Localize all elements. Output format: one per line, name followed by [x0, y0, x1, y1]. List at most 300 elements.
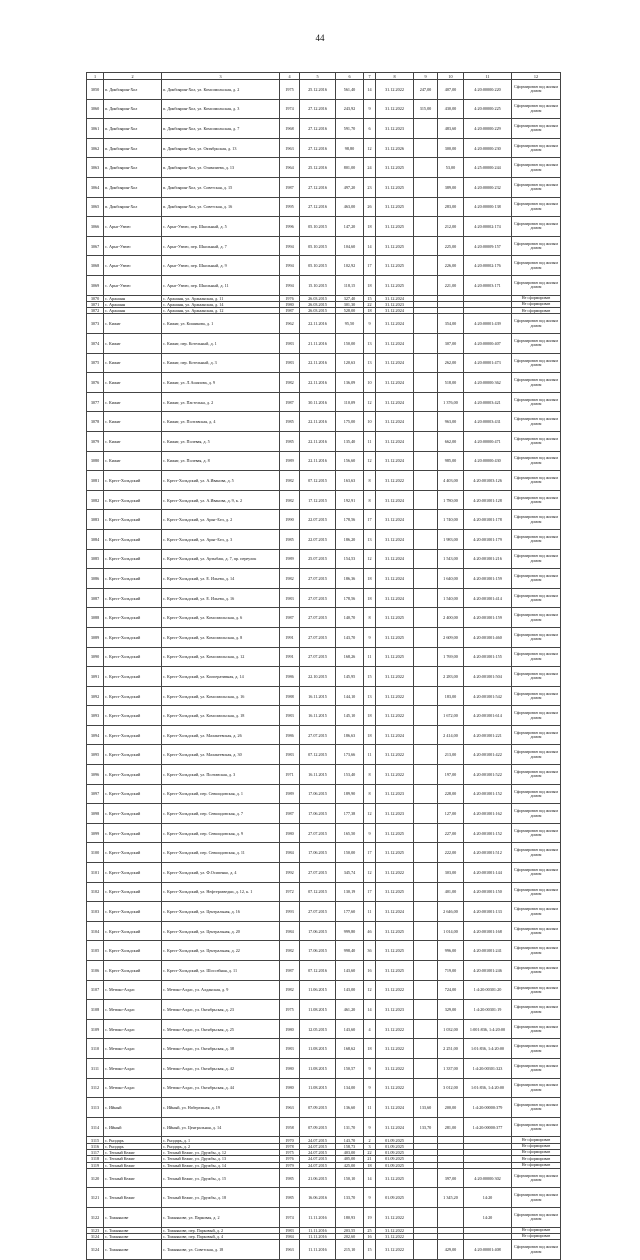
record-number-cell: 3123 — [87, 1227, 104, 1233]
year-built-cell: 1991 — [280, 627, 300, 647]
land-area-cell: 719,00 — [438, 961, 464, 981]
residents-cell: 10 — [364, 412, 376, 432]
land-status-cell: Не сформирован — [512, 1149, 561, 1155]
land-area-cell: 2 414,00 — [438, 725, 464, 745]
address-cell: с. Крест-Хольдский, ул. Комсомольская, д. 8 — [162, 627, 280, 647]
address-cell: с. Тепный Кежиг, ул. Дружбы, д. 18 — [162, 1188, 280, 1208]
record-number-cell: 3117 — [87, 1149, 104, 1155]
land-status-cell: Сформирован под жилым домом — [512, 138, 561, 158]
land-status-cell: Сформирован под жилым домом — [512, 1168, 561, 1188]
table-row — [87, 627, 561, 647]
table-row — [87, 804, 561, 824]
year-built-cell: 1984 — [280, 843, 300, 863]
date-cell: 22.07.2015 — [300, 529, 336, 549]
date-cell: 26.03.2015 — [300, 295, 336, 301]
land-status-cell: Сформирован под жилым домом — [512, 177, 561, 197]
record-number-cell: 3078 — [87, 412, 104, 432]
land-area-cell: 226,00 — [438, 256, 464, 276]
settlement-cell: с. Крест-Хольдский — [104, 490, 162, 510]
settlement-cell: с. Тепный Кежиг — [104, 1168, 162, 1188]
year-built-cell: 1968 — [280, 119, 300, 139]
residents-cell: 22 — [364, 1149, 376, 1155]
area-cell: 497,20 — [336, 177, 364, 197]
address-cell: с. Крест-Хольдский, ул. Арыг-Бел, д. 3 — [162, 529, 280, 549]
column-number: 12 — [512, 73, 561, 80]
land-status-cell: Сформирован под жилым домом — [512, 549, 561, 569]
land-status-cell: Сформирован под жилым домом — [512, 80, 561, 100]
land-status-cell: Сформирован под жилым домом — [512, 745, 561, 765]
settlement-cell: п. Дикбоярин-Хол — [104, 80, 162, 100]
cadastral-number-cell: 1:4:20:00301:323 — [464, 1058, 512, 1078]
record-number-cell: 3073 — [87, 314, 104, 334]
residents-cell: 13 — [364, 686, 376, 706]
date-cell: 11.08.2015 — [300, 1058, 336, 1078]
land-area-cell: 2 400,00 — [438, 608, 464, 628]
land-area-cell: 225,00 — [438, 236, 464, 256]
residents-cell: 17 — [364, 256, 376, 276]
deadline-cell: 31.12.2024 — [376, 412, 414, 432]
land-area-cell: 985,00 — [438, 451, 464, 471]
area-cell: 110,09 — [336, 392, 364, 412]
area-cell: 180,93 — [336, 1208, 364, 1228]
residents-cell: 8 — [364, 490, 376, 510]
record-number-cell: 3100 — [87, 843, 104, 863]
residents-cell: 12 — [364, 392, 376, 412]
deadline-cell: 31.12.2022 — [376, 863, 414, 883]
residents-cell: 12 — [364, 451, 376, 471]
date-cell: 27.12.2016 — [300, 177, 336, 197]
record-number-cell: 3062 — [87, 138, 104, 158]
area-cell: 192,91 — [336, 490, 364, 510]
residents-cell: 14 — [364, 1000, 376, 1020]
residents-cell: 15 — [364, 295, 376, 301]
date-cell: 21.11.2016 — [300, 334, 336, 354]
cadastral-number-cell: 4:20:001001:460 — [464, 627, 512, 647]
record-number-cell: 3095 — [87, 745, 104, 765]
residents-cell: 18 — [364, 725, 376, 745]
settlement-cell: с. Метико-Алдас — [104, 1058, 162, 1078]
residents-cell: 11 — [364, 1098, 376, 1118]
deadline-cell: 31.12.2022 — [376, 980, 414, 1000]
settlement-cell: с. Тожнянове — [104, 1233, 162, 1239]
extra-area-cell — [414, 431, 438, 451]
table-row — [87, 451, 561, 471]
address-cell: с. Крест-Хольдский, пер. Севшидовская, д. 11 — [162, 843, 280, 863]
table-row — [87, 510, 561, 530]
cadastral-number-cell: 4:20:00003:431 — [464, 412, 512, 432]
date-cell: 27.07.2015 — [300, 725, 336, 745]
record-number-cell: 3090 — [87, 647, 104, 667]
extra-area-cell: 133,70 — [414, 1117, 438, 1137]
date-cell: 15.10.2015 — [300, 275, 336, 295]
settlement-cell: с. Арыг-Узюю — [104, 236, 162, 256]
year-built-cell: 1987 — [280, 961, 300, 981]
year-built-cell: 1982 — [280, 471, 300, 491]
address-cell: с. Крест-Хольдский, ул. Центральная, д. 20 — [162, 921, 280, 941]
cadastral-number-cell: 14:20 — [464, 1208, 512, 1228]
year-built-cell: 1989 — [280, 451, 300, 471]
land-status-cell: Сформирован под жилым домом — [512, 334, 561, 354]
record-number-cell: 3102 — [87, 882, 104, 902]
year-built-cell: 1994 — [280, 256, 300, 276]
settlement-cell: с. Кижиг — [104, 451, 162, 471]
area-cell: 561,40 — [336, 80, 364, 100]
extra-area-cell: 133,60 — [414, 1098, 438, 1118]
record-number-cell: 3118 — [87, 1156, 104, 1162]
land-status-cell: Сформирован под жилым домом — [512, 1117, 561, 1137]
land-status-cell: Сформирован под жилым домом — [512, 1208, 561, 1228]
land-status-cell: Сформирован под жилым домом — [512, 197, 561, 217]
deadline-cell: 31.12.2022 — [376, 1058, 414, 1078]
area-cell: 150,57 — [336, 1058, 364, 1078]
address-cell: с. Крест-Хольдский, ул. Е. Ильева, д. 14 — [162, 569, 280, 589]
extra-area-cell — [414, 1000, 438, 1020]
settlement-cell: с. Метико-Алдас — [104, 1078, 162, 1098]
area-cell: 405,00 — [336, 1156, 364, 1162]
column-number: 1 — [87, 73, 104, 80]
area-cell: 186,20 — [336, 529, 364, 549]
land-status-cell: Сформирован под жилым домом — [512, 529, 561, 549]
land-status-cell: Сформирован под жилым домом — [512, 490, 561, 510]
record-number-cell: 3067 — [87, 236, 104, 256]
table-row — [87, 177, 561, 197]
deadline-cell: 31.12.2023 — [376, 301, 414, 307]
cadastral-number-cell: 1:01:836, 1:4:20:00 — [464, 1039, 512, 1059]
extra-area-cell — [414, 647, 438, 667]
record-number-cell: 3065 — [87, 197, 104, 217]
extra-area-cell — [414, 784, 438, 804]
settlement-cell: с. Крест-Хольдский — [104, 941, 162, 961]
address-cell: с. Тожнянове, ул. Советская, д. 18 — [162, 1240, 280, 1260]
address-cell: с. Крест-Хольдский, ул. Комсомольская, д. 16 — [162, 686, 280, 706]
record-number-cell: 3110 — [87, 1039, 104, 1059]
land-status-cell: Сформирован под жилым домом — [512, 588, 561, 608]
area-cell: 998,40 — [336, 941, 364, 961]
column-number: 2 — [104, 73, 162, 80]
year-built-cell: 1994 — [280, 236, 300, 256]
deadline-cell: 31.12.2024 — [376, 1117, 414, 1137]
year-built-cell: 1985 — [280, 1188, 300, 1208]
extra-area-cell — [414, 471, 438, 491]
settlement-cell: с. Крест-Хольдский — [104, 627, 162, 647]
table-row — [87, 158, 561, 178]
address-cell: с. Кижиг, ул. Полтавская, д. 4 — [162, 412, 280, 432]
land-status-cell: Сформирован под жилым домом — [512, 863, 561, 883]
deadline-cell: 31.12.2024 — [376, 334, 414, 354]
extra-area-cell — [414, 217, 438, 237]
land-status-cell: Сформирован под жилым домом — [512, 569, 561, 589]
address-cell: с. Метико-Алдас, ул. Алданская, д. 9 — [162, 980, 280, 1000]
column-number: 5 — [300, 73, 336, 80]
address-cell: с. Метико-Алдас, ул. Октябрьская, д. 25 — [162, 1019, 280, 1039]
extra-area-cell — [414, 980, 438, 1000]
area-cell: 165,50 — [336, 823, 364, 843]
record-number-cell: 3093 — [87, 706, 104, 726]
record-number-cell: 3076 — [87, 373, 104, 393]
land-status-cell: Сформирован под жилым домом — [512, 217, 561, 237]
year-built-cell: 1970 — [280, 1137, 300, 1143]
settlement-cell: с. Кижиг — [104, 373, 162, 393]
settlement-cell: с. Метико-Алдас — [104, 1039, 162, 1059]
year-built-cell: 1989 — [280, 549, 300, 569]
year-built-cell: 1984 — [280, 1233, 300, 1239]
column-number: 7 — [364, 73, 376, 80]
year-built-cell: 1958 — [280, 1117, 300, 1137]
settlement-cell: с. Аржаанн — [104, 295, 162, 301]
cadastral-number-cell: 4:20:001001:133 — [464, 902, 512, 922]
land-status-cell: Сформирован под жилым домом — [512, 373, 561, 393]
settlement-cell: с. Ийный — [104, 1117, 162, 1137]
cadastral-number-cell: 4:20:00000:407 — [464, 334, 512, 354]
address-cell: с. Рыздарь, д. 1 — [162, 1137, 280, 1143]
land-status-cell: Сформирован под жилым домом — [512, 510, 561, 530]
table-row — [87, 1117, 561, 1137]
record-number-cell: 3050 — [87, 80, 104, 100]
area-cell: 163,63 — [336, 471, 364, 491]
residents-cell: 9 — [364, 1188, 376, 1208]
table-row — [87, 1078, 561, 1098]
record-number-cell: 3091 — [87, 667, 104, 687]
extra-area-cell — [414, 451, 438, 471]
area-cell: 133,70 — [336, 1188, 364, 1208]
extra-area-cell — [414, 1019, 438, 1039]
record-number-cell: 3088 — [87, 608, 104, 628]
land-area-cell: 429,00 — [438, 1240, 464, 1260]
date-cell: 17.12.2015 — [300, 490, 336, 510]
residents-cell: 18 — [364, 275, 376, 295]
area-cell: 130,19 — [336, 882, 364, 902]
extra-area-cell — [414, 236, 438, 256]
deadline-cell: 31.12.2026 — [376, 138, 414, 158]
record-number-cell: 3080 — [87, 451, 104, 471]
table-row — [87, 373, 561, 393]
settlement-cell: с. Крест-Хольдский — [104, 843, 162, 863]
deadline-cell: 31.12.2022 — [376, 1039, 414, 1059]
address-cell: с. Крест-Хольдский, пер. Севшидовская, д. 9 — [162, 823, 280, 843]
record-number-cell: 3121 — [87, 1188, 104, 1208]
deadline-cell: 31.12.2024 — [376, 431, 414, 451]
date-cell: 16.06.2016 — [300, 1188, 336, 1208]
extra-area-cell — [414, 804, 438, 824]
date-cell: 11.11.2016 — [300, 1240, 336, 1260]
cadastral-number-cell: 4:20:00001:473 — [464, 353, 512, 373]
land-area-cell: 53,00 — [438, 158, 464, 178]
residents-cell: 8 — [364, 471, 376, 491]
settlement-cell: с. Ийный — [104, 1098, 162, 1118]
residents-cell: 12 — [364, 863, 376, 883]
residents-cell: 24 — [364, 158, 376, 178]
settlement-cell: с. Крест-Хольдский — [104, 549, 162, 569]
date-cell: 22.10.2015 — [300, 667, 336, 687]
year-built-cell: 1980 — [280, 823, 300, 843]
date-cell: 27.07.2015 — [300, 608, 336, 628]
date-cell: 27.12.2016 — [300, 138, 336, 158]
extra-area-cell — [414, 569, 438, 589]
extra-area-cell — [414, 667, 438, 687]
area-cell: 301,30 — [336, 301, 364, 307]
date-cell: 27.07.2015 — [300, 647, 336, 667]
address-cell: с. Кижиг, ул. Полевая, д. 5 — [162, 431, 280, 451]
date-cell: 27.07.2015 — [300, 569, 336, 589]
land-area-cell: 200,00 — [438, 1098, 464, 1118]
table-row — [87, 471, 561, 491]
residents-cell: 13 — [364, 353, 376, 373]
settlement-cell: с. Кижиг — [104, 353, 162, 373]
deadline-cell: 01.09.2025 — [376, 1156, 414, 1162]
settlement-cell: с. Крест-Хольдский — [104, 510, 162, 530]
cadastral-number-cell: 4:20:001001:542 — [464, 686, 512, 706]
extra-area-cell — [414, 745, 438, 765]
settlement-cell: с. Рыздарь — [104, 1143, 162, 1149]
residents-cell: 11 — [364, 902, 376, 922]
record-number-cell: 3069 — [87, 275, 104, 295]
record-number-cell: 3104 — [87, 921, 104, 941]
land-area-cell: 329,00 — [438, 1000, 464, 1020]
extra-area-cell — [414, 510, 438, 530]
deadline-cell: 31.12.2024 — [376, 902, 414, 922]
land-area-cell: 307,00 — [438, 334, 464, 354]
date-cell: 22.11.2016 — [300, 412, 336, 432]
cadastral-number-cell: 14:20 — [464, 1188, 512, 1208]
residents-cell: 18 — [364, 308, 376, 314]
record-number-cell: 3082 — [87, 490, 104, 510]
land-area-cell: 2 646,00 — [438, 902, 464, 922]
settlement-cell: с. Арыг-Узюю — [104, 256, 162, 276]
area-cell: 136,09 — [336, 373, 364, 393]
address-cell: с. Крест-Хольдский, ул. А.Иванова, д. 9, к. 2 — [162, 490, 280, 510]
extra-area-cell — [414, 1039, 438, 1059]
cadastral-number-cell: 4:20:001001:414 — [464, 588, 512, 608]
deadline-cell: 31.12.2024 — [376, 725, 414, 745]
residents-cell: 16 — [364, 1233, 376, 1239]
year-built-cell: 1983 — [280, 706, 300, 726]
area-cell: 178,56 — [336, 588, 364, 608]
address-cell: с. Рыздарь, д. 2 — [162, 1143, 280, 1149]
date-cell: 17.06.2015 — [300, 804, 336, 824]
residents-cell: 26 — [364, 197, 376, 217]
extra-area-cell — [414, 608, 438, 628]
area-cell: 143,70 — [336, 627, 364, 647]
land-status-cell: Сформирован под жилым домом — [512, 256, 561, 276]
year-built-cell: 1976 — [280, 295, 300, 301]
residents-cell: 18 — [364, 588, 376, 608]
address-cell: с. Ийный, ул. Набережная, д. 19 — [162, 1098, 280, 1118]
area-cell: 243,92 — [336, 99, 364, 119]
table-row — [87, 941, 561, 961]
address-cell: п. Дикбоярин-Хол, ул. Комсомольская, д. 2 — [162, 80, 280, 100]
table-row — [87, 961, 561, 981]
settlement-cell: с. Крест-Хольдский — [104, 647, 162, 667]
date-cell: 11.11.2016 — [300, 1227, 336, 1233]
land-area-cell: 996,00 — [438, 941, 464, 961]
cadastral-number-cell: 4:20:00000:430 — [464, 451, 512, 471]
cadastral-number-cell: 4:20:001001:216 — [464, 549, 512, 569]
residents-cell: 17 — [364, 843, 376, 863]
land-area-cell: 483,60 — [438, 119, 464, 139]
column-number: 4 — [280, 73, 300, 80]
residents-cell: 4 — [364, 1019, 376, 1039]
year-built-cell: 1985 — [280, 1168, 300, 1188]
address-cell: с. Крест-Хольдский, ул. А.Иванова, д. 5 — [162, 471, 280, 491]
land-status-cell: Сформирован под жилым домом — [512, 1058, 561, 1078]
column-number: 3 — [162, 73, 280, 80]
extra-area-cell — [414, 256, 438, 276]
extra-area-cell — [414, 197, 438, 217]
date-cell: 25.12.2016 — [300, 80, 336, 100]
deadline-cell: 31.12.2022 — [376, 1240, 414, 1260]
cadastral-number-cell: 4:20:00000:302 — [464, 1168, 512, 1188]
extra-area-cell — [414, 334, 438, 354]
address-cell: п. Дикбоярин-Хол, ул. Комсомольская, д. 3 — [162, 99, 280, 119]
date-cell: 17.06.2015 — [300, 941, 336, 961]
year-built-cell: 1963 — [280, 138, 300, 158]
address-cell: с. Кижиг, ул. Пастелька, д. 2 — [162, 392, 280, 412]
deadline-cell: 31.12.2022 — [376, 471, 414, 491]
table-row — [87, 431, 561, 451]
deadline-cell: 31.12.2025 — [376, 647, 414, 667]
extra-area-cell — [414, 588, 438, 608]
table-row — [87, 1058, 561, 1078]
record-number-cell: 3114 — [87, 1117, 104, 1137]
record-number-cell: 3106 — [87, 961, 104, 981]
settlement-cell: с. Крест-Хольдский — [104, 471, 162, 491]
table-row — [87, 823, 561, 843]
area-cell: 143,00 — [336, 980, 364, 1000]
record-number-cell: 3112 — [87, 1078, 104, 1098]
deadline-cell: 31.12.2025 — [376, 882, 414, 902]
land-status-cell: Сформирован под жилым домом — [512, 451, 561, 471]
land-area-cell: 2 609,00 — [438, 627, 464, 647]
deadline-cell: 31.12.2024 — [376, 490, 414, 510]
cadastral-number-cell: 4:20:00001:408 — [464, 1240, 512, 1260]
date-cell: 07.09.2015 — [300, 1117, 336, 1137]
settlement-cell: с. Кижиг — [104, 412, 162, 432]
table-row — [87, 236, 561, 256]
deadline-cell: 31.12.2022 — [376, 1019, 414, 1039]
land-status-cell: Сформирован под жилым домом — [512, 843, 561, 863]
deadline-cell: 31.12.2024 — [376, 295, 414, 301]
record-number-cell: 3086 — [87, 569, 104, 589]
deadline-cell: 31.12.2022 — [376, 1227, 414, 1233]
land-status-cell: Сформирован под жилым домом — [512, 667, 561, 687]
cadastral-number-cell: 1:4:20:00000:379 — [464, 1098, 512, 1118]
deadline-cell: 31.12.2022 — [376, 1233, 414, 1239]
year-built-cell: 1964 — [280, 158, 300, 178]
address-cell: с. Тепный Кежиг, ул. Дружбы, д. 12 — [162, 1149, 280, 1155]
deadline-cell: 31.12.2022 — [376, 765, 414, 785]
residents-cell: 19 — [364, 1208, 376, 1228]
residents-cell: 15 — [364, 667, 376, 687]
deadline-cell: 31.12.2025 — [376, 843, 414, 863]
residents-cell: 18 — [364, 706, 376, 726]
column-number: 10 — [438, 73, 464, 80]
land-status-cell: Не сформирован — [512, 308, 561, 314]
address-cell: с. Кижиг, пер. Котельный, д. 3 — [162, 353, 280, 373]
date-cell: 11.11.2016 — [300, 1233, 336, 1239]
deadline-cell: 31.12.2023 — [376, 804, 414, 824]
date-cell: 16.11.2015 — [300, 706, 336, 726]
residents-cell: 9 — [364, 99, 376, 119]
extra-area-cell — [414, 1188, 438, 1208]
year-built-cell: 1983 — [280, 1039, 300, 1059]
extra-area-cell — [414, 490, 438, 510]
residents-cell: 9 — [364, 1117, 376, 1137]
extra-area-cell — [414, 119, 438, 139]
year-built-cell: 1974 — [280, 99, 300, 119]
settlement-cell: с. Арыг-Узюю — [104, 217, 162, 237]
record-number-cell: 3108 — [87, 1000, 104, 1020]
land-area-cell: 303,00 — [438, 863, 464, 883]
